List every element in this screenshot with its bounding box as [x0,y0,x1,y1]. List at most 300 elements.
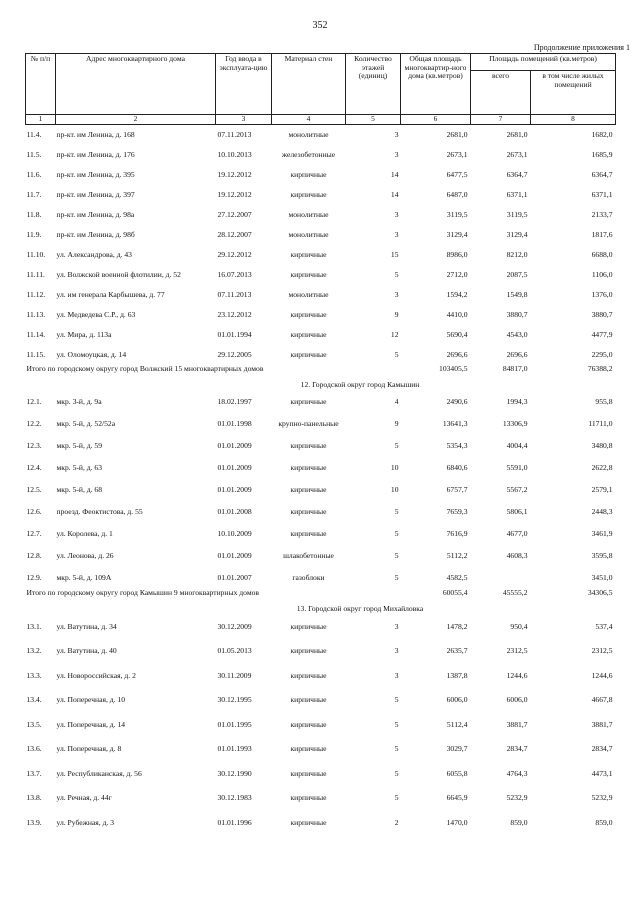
commission-year-cell: 01.01.1995 [217,719,252,729]
wall-material-cell: кирпичные [290,793,327,803]
header-all: всего [471,71,531,115]
address-cell: ул. Новороссийская, д. 2 [56,670,136,680]
wall-material-cell: кирпичные [290,189,327,199]
premises-area-residential-cell: 859,0 [595,817,613,827]
premises-area-all-cell: 3129,4 [506,229,528,239]
header-material: Материал стен [272,54,346,115]
floors-cell: 5 [394,695,399,705]
total-area-cell: 3029,7 [446,744,468,754]
premises-area-residential-cell: 2579,1 [591,484,613,494]
wall-material-cell: кирпичные [290,744,327,754]
address-cell: ул. Королева, д. 1 [56,528,113,538]
commission-year-cell: 16.07.2013 [217,269,252,279]
premises-area-residential-cell: 1244,6 [591,670,613,680]
table-row [26,285,616,305]
total-row [26,365,616,379]
table-row [26,811,616,836]
address-cell: ул. Ватутина, д. 40 [56,646,117,656]
total-area-cell: 7659,3 [446,506,468,516]
premises-area-residential-cell: 5232,9 [591,793,613,803]
commission-year-cell: 01.01.1994 [217,329,252,339]
header-floors: Количество этажей (единиц) [346,54,401,115]
table-row [26,523,616,545]
commission-year-cell: 01.01.1998 [217,418,252,428]
table-row [26,664,616,689]
premises-area-all-cell: 4004,4 [506,440,528,450]
row-number-cell: 11.7. [26,189,42,199]
address-cell: пр-кт. им Ленина, д. 168 [56,129,135,139]
premises-area-all-cell: 2681,0 [506,129,528,139]
commission-year-cell: 18.02.1997 [217,396,252,406]
commission-year-cell: 27.12.2007 [217,209,252,219]
total-area-cell: 6840,6 [446,462,468,472]
column-number: 6 [401,115,471,125]
row-number-cell: 11.12. [26,289,46,299]
floors-cell: 3 [394,229,399,239]
commission-year-cell: 07.11.2013 [217,129,252,139]
address-cell: ул. Ватутина, д. 34 [56,621,117,631]
commission-year-cell: 28.12.2007 [217,229,252,239]
row-number-cell: 11.10. [26,249,46,259]
row-number-cell: 11.4. [26,129,42,139]
column-number: 3 [216,115,272,125]
row-number-cell: 12.8. [26,550,42,560]
table-row [26,205,616,225]
commission-year-cell: 30.12.1995 [217,695,252,705]
premises-area-residential-cell: 4667,8 [591,695,613,705]
header-residential: в том числе жилых помещений [531,71,616,115]
header-premises-area: Площадь помещений (кв.метров) [471,54,616,71]
floors-cell: 5 [394,793,399,803]
wall-material-cell: кирпичные [290,462,327,472]
premises-area-all-cell: 5806,1 [506,506,528,516]
wall-material-cell: кирпичные [290,440,327,450]
row-number-cell: 11.14. [26,329,46,339]
premises-area-residential-cell: 537,4 [595,621,613,631]
premises-area-all-cell: 4608,3 [506,550,528,560]
address-cell: ул. Поперечная, д. 8 [56,744,122,754]
wall-material-cell: кирпичные [290,768,327,778]
wall-material-cell: кирпичные [290,269,327,279]
row-number-cell: 12.1. [26,396,42,406]
total-area-cell: 103405,5 [439,365,468,373]
premises-area-residential-cell: 6371,1 [591,189,613,199]
total-area-cell: 2681,0 [446,129,468,139]
premises-area-residential-cell: 1106,0 [591,269,613,279]
premises-area-residential-cell: 4473,1 [591,768,613,778]
table-row [26,245,616,265]
premises-area-residential-cell: 2834,7 [591,744,613,754]
table-row [26,435,616,457]
floors-cell: 5 [394,528,399,538]
premises-area-residential-cell: 2295,0 [591,349,613,359]
total-residential-cell: 34306,5 [587,589,613,597]
total-area-cell: 7616,9 [446,528,468,538]
row-number-cell: 11.13. [26,309,46,319]
address-cell: ул. Рубежная, д. 3 [56,817,115,827]
section-title-row [26,379,616,391]
premises-area-residential-cell: 3461,9 [591,528,613,538]
row-number-cell: 13.7. [26,768,42,778]
total-area-cell: 1478,2 [446,621,468,631]
premises-area-all-cell: 8212,0 [506,249,528,259]
premises-area-residential-cell: 3595,8 [591,550,613,560]
premises-area-residential-cell: 955,8 [595,396,613,406]
premises-area-residential-cell: 4477,9 [591,329,613,339]
table-row [26,545,616,567]
floors-cell: 9 [394,309,399,319]
total-area-cell: 1470,0 [446,817,468,827]
commission-year-cell: 01.05.2013 [217,646,252,656]
address-cell: мкр. 5-й, д. 59 [56,440,103,450]
address-cell: ул. Оломоуцкая, д. 14 [56,349,127,359]
table-row [26,567,616,589]
premises-area-all-cell: 6371,1 [506,189,528,199]
floors-cell: 5 [394,550,399,560]
table-row [26,265,616,285]
commission-year-cell: 01.01.1993 [217,744,252,754]
row-number-cell: 12.9. [26,572,42,582]
premises-area-residential-cell: 2133,7 [591,209,613,219]
row-number-cell: 13.3. [26,670,42,680]
commission-year-cell: 23.12.2012 [217,309,252,319]
total-area-cell: 2490,6 [446,396,468,406]
column-number: 5 [346,115,401,125]
total-area-cell: 6055,8 [446,768,468,778]
table-row [26,640,616,665]
address-cell: мкр. 5-й, д. 109А [56,572,112,582]
premises-area-residential-cell: 6688,0 [591,249,613,259]
wall-material-cell: кирпичные [290,670,327,680]
table-row [26,713,616,738]
floors-cell: 3 [394,670,399,680]
table-row [26,501,616,523]
row-number-cell: 11.6. [26,169,42,179]
continuation-note: Продолжение приложения 1 [533,43,630,52]
row-number-cell: 13.1. [26,621,42,631]
floors-cell: 5 [394,719,399,729]
page-number: 352 [312,20,328,31]
commission-year-cell: 01.01.2008 [217,506,252,516]
floors-cell: 5 [394,349,399,359]
address-cell: пр-кт. им Ленина, д. 98а [56,209,135,219]
address-cell: пр-кт. им Ленина, д. 176 [56,149,135,159]
floors-cell: 3 [394,646,399,656]
premises-area-all-cell: 5232,9 [506,793,528,803]
floors-cell: 5 [394,572,399,582]
wall-material-cell: кирпичные [290,309,327,319]
row-number-cell: 12.5. [26,484,42,494]
total-area-cell: 6006,0 [446,695,468,705]
row-number-cell: 11.8. [26,209,42,219]
premises-area-residential-cell: 1817,6 [591,229,613,239]
premises-area-all-cell: 4543,0 [506,329,528,339]
premises-area-all-cell: 5567,2 [506,484,528,494]
total-area-cell: 3119,5 [446,209,468,219]
total-area-cell: 5112,2 [446,550,468,560]
wall-material-cell: кирпичные [290,349,327,359]
floors-cell: 3 [394,129,399,139]
premises-area-all-cell: 1549,8 [506,289,528,299]
commission-year-cell: 19.12.2012 [217,189,252,199]
address-cell: мкр. 5-й, д. 52/52а [56,418,116,428]
table-row [26,165,616,185]
premises-area-all-cell: 5591,0 [506,462,528,472]
commission-year-cell: 10.10.2009 [217,528,252,538]
premises-area-all-cell: 4677,0 [506,528,528,538]
header-num: № п/п [26,54,56,115]
premises-area-all-cell: 3881,7 [506,719,528,729]
header-year: Год ввода в эксплуата-цию [216,54,272,115]
row-number-cell: 11.15. [26,349,46,359]
wall-material-cell: кирпичные [290,169,327,179]
floors-cell: 14 [390,169,399,179]
commission-year-cell: 30.12.2009 [217,621,252,631]
table-row [26,787,616,812]
total-area-cell: 2673,1 [446,149,468,159]
table-row [26,305,616,325]
premises-area-all-cell: 3119,5 [506,209,528,219]
table-row [26,689,616,714]
total-area-cell: 2712,0 [446,269,468,279]
total-area-cell: 4582,5 [446,572,468,582]
wall-material-cell: кирпичные [290,249,327,259]
total-residential-cell: 76388,2 [587,365,613,373]
total-area-cell: 5112,4 [446,719,468,729]
row-number-cell: 13.5. [26,719,42,729]
premises-area-residential-cell: 3881,7 [591,719,613,729]
total-area-cell: 8986,0 [446,249,468,259]
row-number-cell: 11.9. [26,229,42,239]
address-cell: ул. Республиканская, д. 56 [56,768,142,778]
address-cell: ул. им генерала Карбышева, д. 77 [56,289,165,299]
wall-material-cell: монолитные [288,209,329,219]
premises-area-all-cell: 13306,9 [502,418,528,428]
wall-material-cell: кирпичные [290,329,327,339]
premises-area-all-cell: 6006,0 [506,695,528,705]
row-number-cell: 13.8. [26,793,42,803]
wall-material-cell: кирпичные [290,719,327,729]
total-area-cell: 6477,5 [446,169,468,179]
wall-material-cell: шлакобетонные [283,550,334,560]
premises-area-all-cell: 2087,5 [506,269,528,279]
address-cell: ул. Медведева С.Р., д. 63 [56,309,136,319]
address-cell: ул. Речная, д. 44г [56,793,112,803]
address-cell: мкр. 3-й, д. 9а [56,396,102,406]
premises-area-all-cell: 3880,7 [506,309,528,319]
total-area-cell: 3129,4 [446,229,468,239]
section-title: 13. Городской округ город Михайловка [296,603,424,613]
floors-cell: 5 [394,506,399,516]
floors-cell: 3 [394,149,399,159]
floors-cell: 2 [394,817,399,827]
commission-year-cell: 07.11.2013 [217,289,252,299]
commission-year-cell: 29.12.2005 [217,349,252,359]
floors-cell: 5 [394,768,399,778]
floors-cell: 10 [390,484,399,494]
wall-material-cell: кирпичные [290,484,327,494]
address-cell: ул. Александрова, д. 43 [56,249,132,259]
commission-year-cell: 01.01.2009 [217,440,252,450]
premises-area-residential-cell: 1685,9 [591,149,613,159]
commission-year-cell: 30.12.1983 [217,793,252,803]
row-number-cell: 11.11. [26,269,45,279]
row-number-cell: 13.6. [26,744,42,754]
premises-area-all-cell: 1244,6 [506,670,528,680]
total-all-cell: 45555,2 [502,589,528,597]
row-number-cell: 12.2. [26,418,42,428]
total-label: Итого по городскому округу город Волжский 15 многоквартирных домов [26,365,264,373]
table-row [26,225,616,245]
total-area-cell: 60055,4 [442,589,468,597]
commission-year-cell: 30.12.1990 [217,768,252,778]
address-cell: мкр. 5-й, д. 68 [56,484,103,494]
address-cell: ул. Леонова, д. 26 [56,550,114,560]
floors-cell: 10 [390,462,399,472]
table-row [26,762,616,787]
address-cell: проезд. Феоктистова, д. 55 [56,506,143,516]
total-area-cell: 1387,8 [446,670,468,680]
total-all-cell: 84817,0 [502,365,528,373]
total-area-cell: 1594,2 [446,289,468,299]
premises-area-all-cell: 1994,3 [506,396,528,406]
floors-cell: 4 [394,396,399,406]
wall-material-cell: газоблоки [292,572,325,582]
total-label: Итого по городскому округу город Камышин 9 многоквартирных домов [26,589,260,597]
wall-material-cell: кирпичные [290,528,327,538]
wall-material-cell: кирпичные [290,396,327,406]
commission-year-cell: 30.11.2009 [217,670,252,680]
commission-year-cell: 01.01.2007 [217,572,252,582]
total-area-cell: 5690,4 [446,329,468,339]
column-number: 2 [56,115,216,125]
address-cell: ул. Поперечная, д. 14 [56,719,126,729]
wall-material-cell: кирпичные [290,506,327,516]
floors-cell: 3 [394,289,399,299]
total-area-cell: 6645,9 [446,793,468,803]
premises-area-all-cell: 2834,7 [506,744,528,754]
section-title: 12. Городской округ город Камышин [300,379,420,389]
table-row [26,325,616,345]
commission-year-cell: 10.10.2013 [217,149,252,159]
section-title-row [26,603,616,615]
premises-area-residential-cell: 11711,0 [588,418,613,428]
table-row [26,479,616,501]
header-total-area: Общая площадь многоквартир-ного дома (кв.метров) [401,54,471,115]
premises-area-residential-cell: 2622,8 [591,462,613,472]
address-cell: пр-кт. им Ленина, д. 395 [56,169,135,179]
wall-material-cell: монолитные [288,289,329,299]
premises-area-residential-cell: 1376,0 [591,289,613,299]
commission-year-cell: 01.01.2009 [217,550,252,560]
total-area-cell: 13641,3 [442,418,468,428]
table-row [26,345,616,365]
table-body [26,125,616,836]
address-cell: мкр. 5-й, д. 63 [56,462,103,472]
premises-area-all-cell: 2673,1 [506,149,528,159]
premises-area-all-cell: 6364,7 [506,169,528,179]
premises-area-all-cell: 950,4 [510,621,528,631]
row-number-cell: 12.7. [26,528,42,538]
floors-cell: 5 [394,269,399,279]
row-number-cell: 13.9. [26,817,42,827]
floors-cell: 5 [394,440,399,450]
address-cell: ул. Поперечная, д. 10 [56,695,126,705]
premises-area-all-cell [471,567,531,589]
total-area-cell: 5354,3 [446,440,468,450]
floors-cell: 5 [394,744,399,754]
floors-cell: 3 [394,621,399,631]
total-area-cell: 2635,7 [446,646,468,656]
floors-cell: 12 [390,329,399,339]
wall-material-cell: кирпичные [290,695,327,705]
total-area-cell: 6757,7 [446,484,468,494]
column-number: 1 [26,115,56,125]
commission-year-cell: 01.01.2009 [217,484,252,494]
apartment-buildings-table [25,53,616,836]
table-row [26,413,616,435]
wall-material-cell: кирпичные [290,621,327,631]
address-cell: пр-кт. им Ленина, д. 98б [56,229,135,239]
total-area-cell: 6487,0 [446,189,468,199]
column-number: 4 [272,115,346,125]
wall-material-cell: железобетонные [281,149,336,159]
commission-year-cell: 01.01.2009 [217,462,252,472]
premises-area-residential-cell: 3480,8 [591,440,613,450]
row-number-cell: 12.6. [26,506,42,516]
row-number-cell: 13.4. [26,695,42,705]
premises-area-all-cell: 2312,5 [506,646,528,656]
column-number: 8 [531,115,616,125]
premises-area-residential-cell: 1682,0 [591,129,613,139]
total-area-cell: 4410,0 [446,309,468,319]
premises-area-residential-cell: 3880,7 [591,309,613,319]
premises-area-residential-cell: 2312,5 [591,646,613,656]
premises-area-residential-cell: 2448,3 [591,506,613,516]
table-row [26,185,616,205]
table-row [26,125,616,146]
row-number-cell: 12.3. [26,440,42,450]
premises-area-all-cell: 4764,3 [506,768,528,778]
commission-year-cell: 29.12.2012 [217,249,252,259]
floors-cell: 3 [394,209,399,219]
row-number-cell: 13.2. [26,646,42,656]
floors-cell: 14 [390,189,399,199]
premises-area-all-cell: 2696,6 [506,349,528,359]
premises-area-residential-cell: 6364,7 [591,169,613,179]
premises-area-all-cell: 859,0 [510,817,528,827]
header-address: Адрес многоквартирного дома [56,54,216,115]
table-row [26,391,616,413]
commission-year-cell: 19.12.2012 [217,169,252,179]
total-row [26,589,616,603]
floors-cell: 9 [394,418,399,428]
wall-material-cell: кирпичные [290,646,327,656]
table-row [26,738,616,763]
table-row [26,145,616,165]
row-number-cell: 11.5. [26,149,42,159]
table-row [26,457,616,479]
wall-material-cell: монолитные [288,129,329,139]
total-area-cell: 2696,6 [446,349,468,359]
wall-material-cell: кирпичные [290,817,327,827]
wall-material-cell: крупно-панельные [278,418,339,428]
address-cell: пр-кт. им Ленина, д. 397 [56,189,135,199]
column-number: 7 [471,115,531,125]
row-number-cell: 12.4. [26,462,42,472]
address-cell: ул. Волжской военной флотилии, д. 52 [56,269,181,279]
table-row [26,615,616,640]
